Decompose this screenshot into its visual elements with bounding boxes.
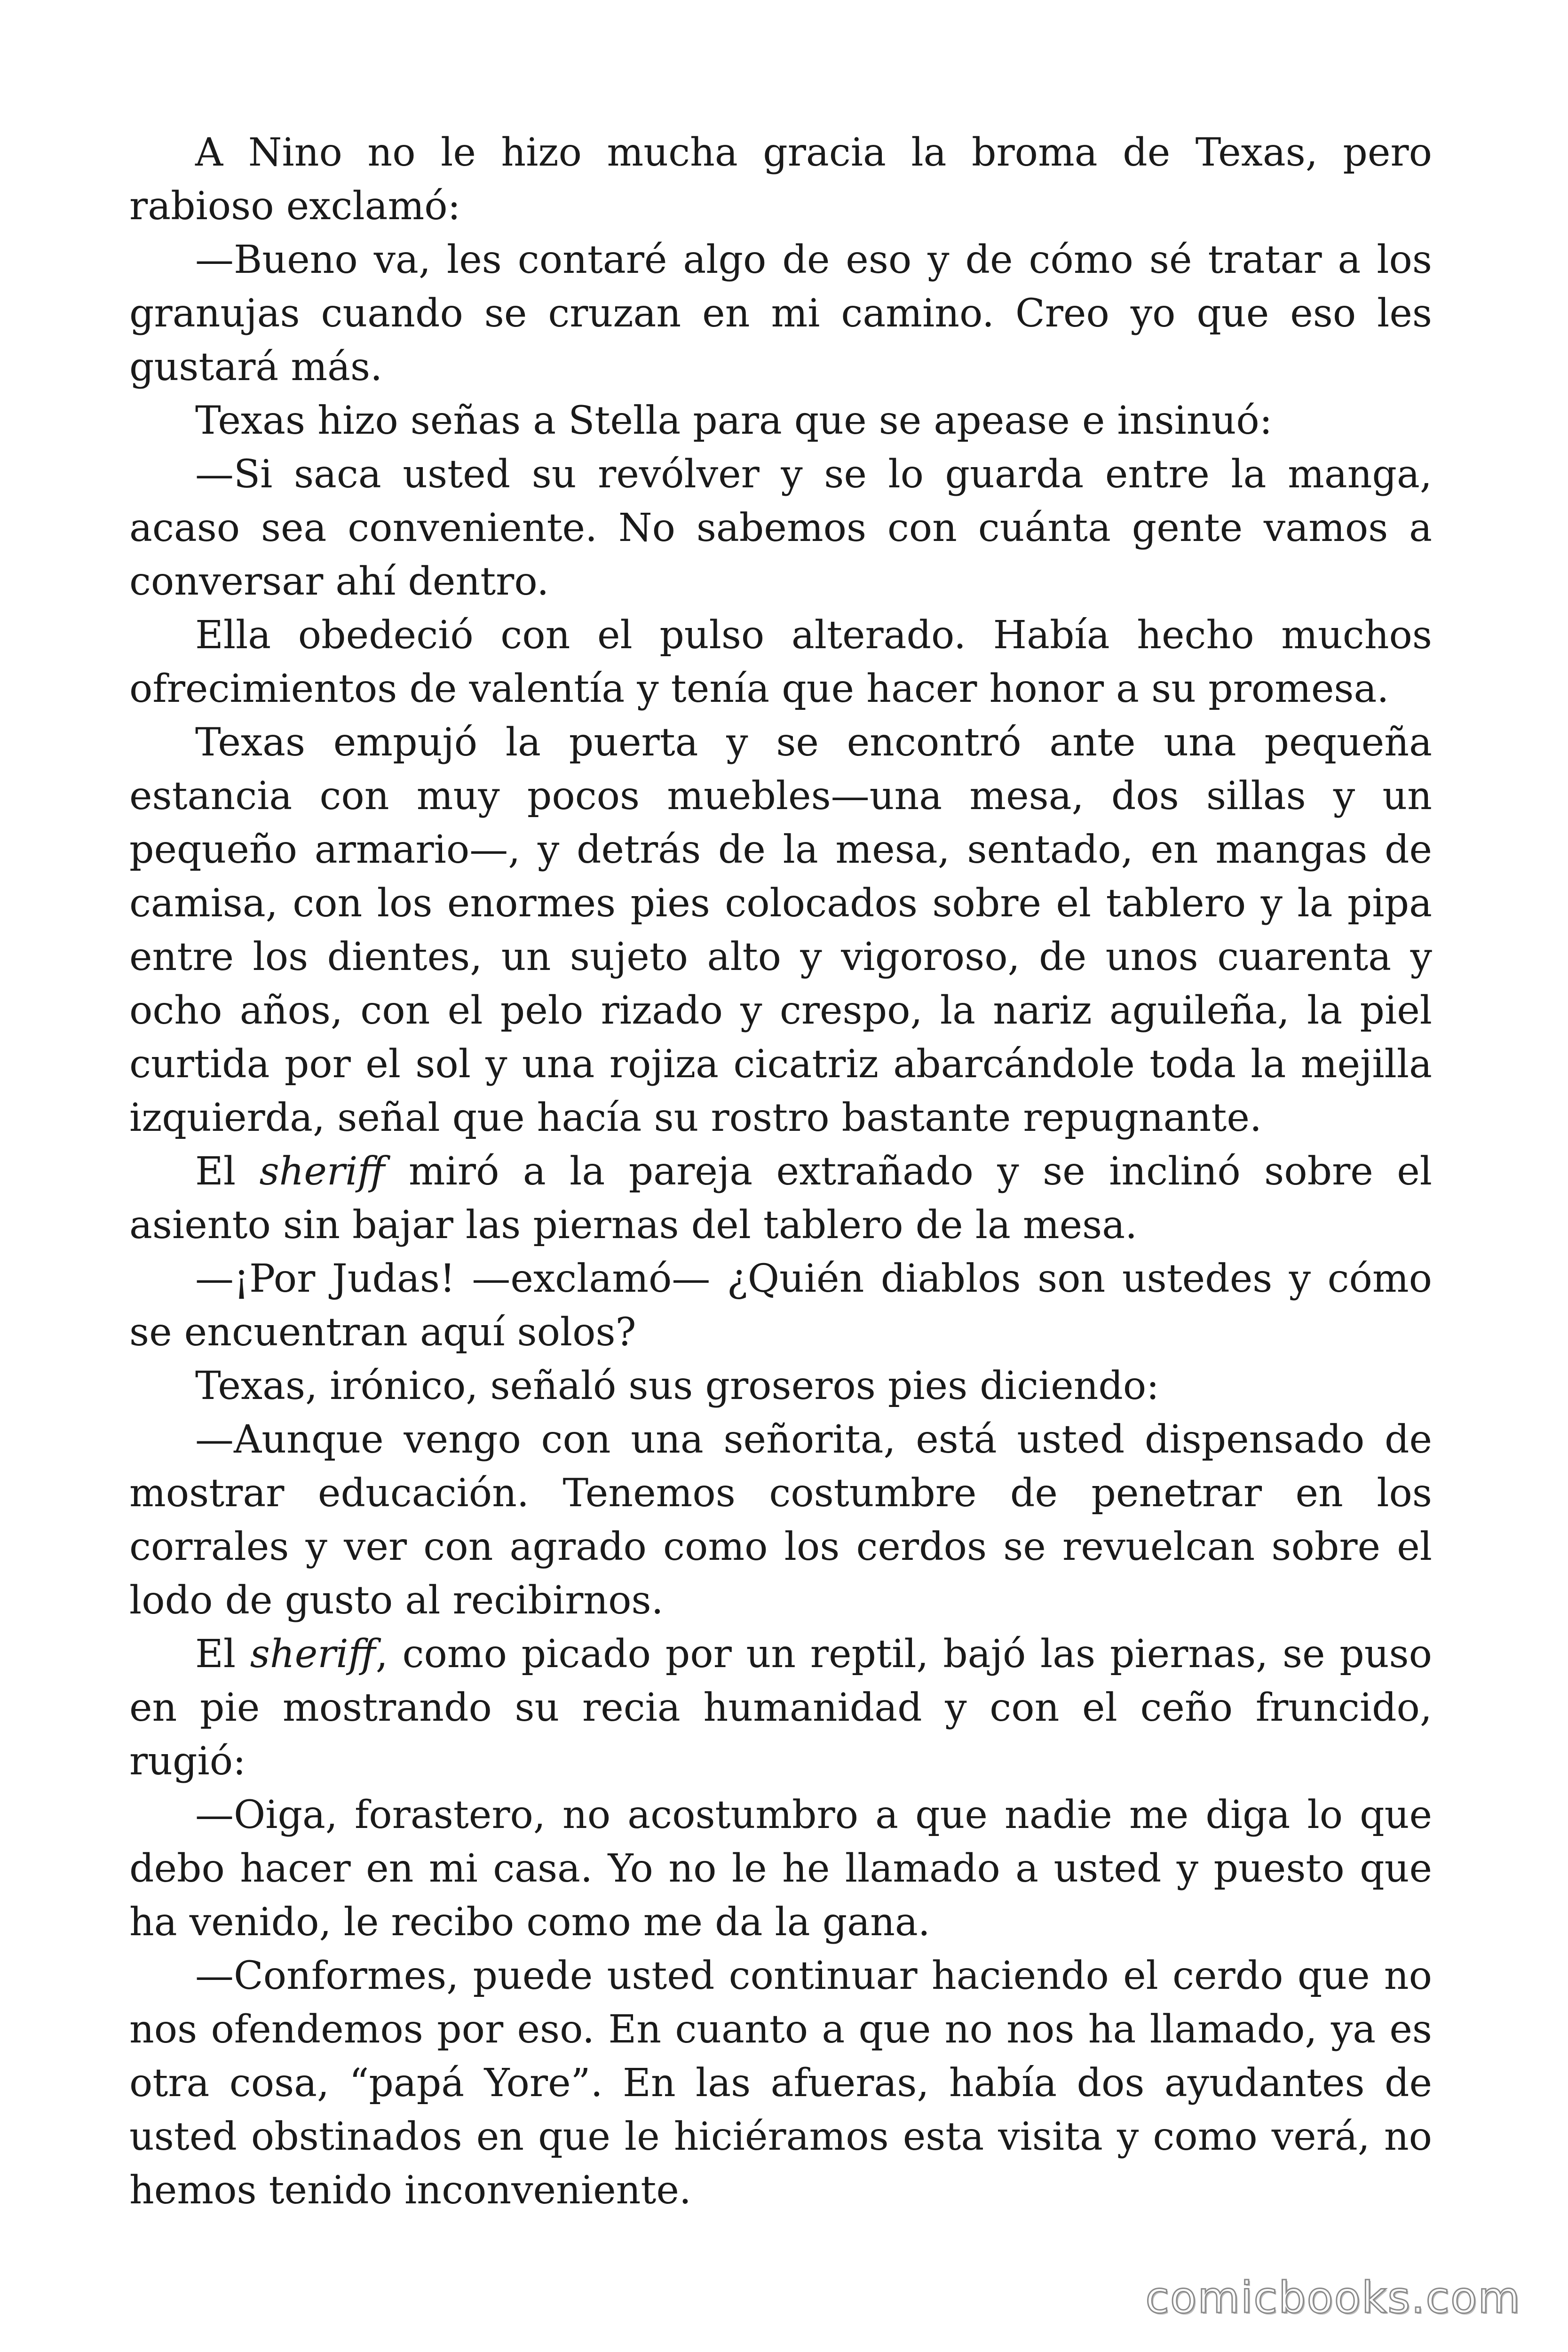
paragraph-13: —Conformes, puede usted continuar haciendo el cerdo que no nos ofendemos por eso. En cuanto a que no nos ha llamado, ya es otra cosa, “papá Yore”. En las afueras, había dos ayudantes de usted obstinados en que le hiciéramos esta visita y como verá, no hemos tenido inconveniente. [129,1954,1432,2213]
watermark: comicbooks.com [1145,2273,1521,2323]
paragraph-8: —¡Por Judas! —exclamó— ¿Quién diablos son ustedes y cómo se encuentran aquí solos? [129,1256,1432,1355]
italic-term: sheriff [250,1632,376,1677]
paragraph-5: Ella obedeció con el pulso alterado. Había hecho muchos ofrecimientos de valentía y tenía que hacer honor a su promesa. [129,613,1432,711]
body-text [129,126,1432,2217]
paragraph-10: —Aunque vengo con una señorita, está usted dispensado de mostrar educación. Tenemos costumbre de penetrar en los corrales y ver con agrado como los cerdos se revuelcan sobre el lodo de gusto al recibirnos. [129,1417,1432,1623]
paragraph-6: Texas empujó la puerta y se encontró ante una pequeña estancia con muy pocos muebles—una mesa, dos sillas y un pequeño armario—, y detrás de la mesa, sentado, en mangas de camisa, con los enormes pies colocados sobre el tablero y la pipa entre los dientes, un sujeto alto y vigoroso, de unos cuarenta y ocho años, con el pelo rizado y crespo, la nariz aguileña, la piel curtida por el sol y una rojiza cicatriz abarcándole toda la mejilla izquierda, señal que hacía su rostro bastante repugnante. [129,720,1432,1140]
paragraph-12: —Oiga, forastero, no acostumbro a que nadie me diga lo que debo hacer en mi casa. Yo no le he llamado a usted y puesto que ha venido, le recibo como me da la gana. [129,1793,1432,1945]
paragraph-11: El sheriff, como picado por un reptil, bajó las piernas, se puso en pie mostrando su recia humanidad y con el ceño fruncido, rugió: [129,1632,1433,1784]
paragraph-3: Texas hizo señas a Stella para que se apease e insinuó: [195,398,1273,443]
paragraph-9: Texas, irónico, señaló sus groseros pies diciendo: [195,1364,1159,1408]
paragraph-4: —Si saca usted su revólver y se lo guarda entre la manga, acaso sea conveniente. No sabemos con cuánta gente vamos a conversar ahí dentro. [129,452,1432,604]
paragraph-2: —Bueno va, les contaré algo de eso y de cómo sé tratar a los granujas cuando se cruzan en mi camino. Creo yo que eso les gustará más. [129,238,1432,389]
italic-term: sheriff [259,1149,385,1194]
paragraph-7: El sheriff miró a la pareja extrañado y se inclinó sobre el asiento sin bajar las piernas del tablero de la mesa. [129,1149,1432,1248]
paragraph-1: A Nino no le hizo mucha gracia la broma de Texas, pero rabioso exclamó: [129,130,1432,229]
